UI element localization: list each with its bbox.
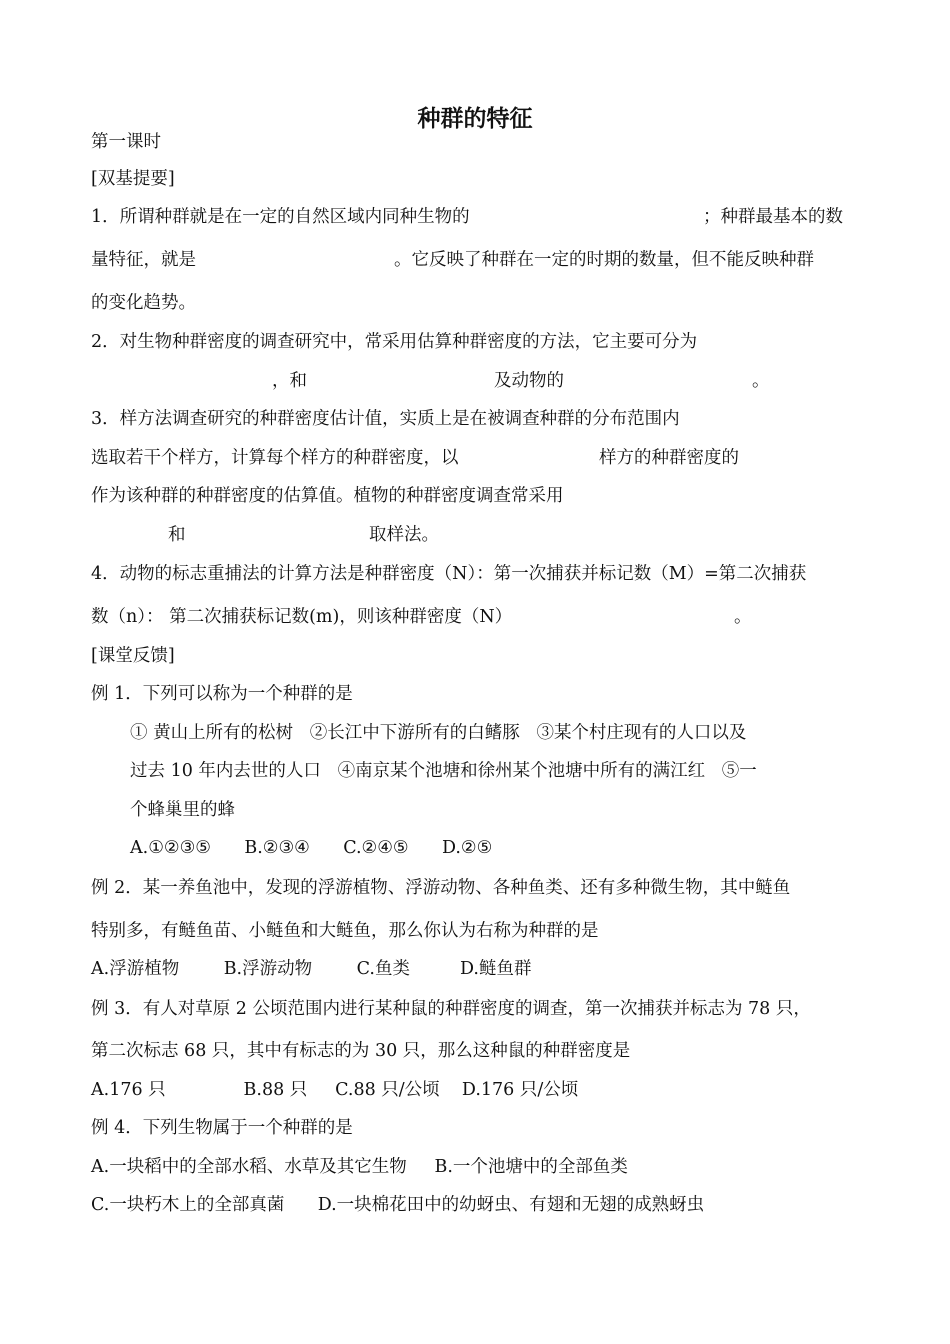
ex1-choices: A.①②③⑤ B.②③④ C.②④⑤ D.②⑤ bbox=[130, 838, 493, 858]
q1-line1-a: 1．所谓种群就是在一定的自然区域内同种生物的 bbox=[91, 207, 470, 227]
ex4-choices-line1: A.一块稻中的全部水稻、水草及其它生物 B.一个池塘中的全部鱼类 bbox=[91, 1157, 628, 1177]
q4-line1: 4．动物的标志重捕法的计算方法是种群密度（N）：第一次捕获并标记数（M）=第二次捕获 bbox=[91, 564, 807, 584]
q3-line2-b: 样方的种群密度的 bbox=[599, 448, 739, 468]
q3-line3: 作为该种群的种群密度的估算值。植物的种群密度调查常采用 bbox=[91, 486, 564, 506]
q1-line2-a: 量特征，就是 bbox=[91, 250, 196, 270]
ex2-line1: 例 2．某一养鱼池中，发现的浮游植物、浮游动物、各种鱼类、还有多种微生物，其中鲢鱼 bbox=[91, 878, 791, 898]
ex4-choices-line2: C.一块朽木上的全部真菌 D.一块棉花田中的幼蚜虫、有翅和无翅的成熟蚜虫 bbox=[91, 1195, 705, 1215]
q3-line4-b: 取样法。 bbox=[369, 525, 439, 545]
q2-line2-b: 及动物的 bbox=[494, 371, 564, 391]
ex4-stem: 例 4．下列生物属于一个种群的是 bbox=[91, 1118, 353, 1138]
lesson-label: 第一课时 bbox=[91, 132, 161, 152]
q3-line4-a: 和 bbox=[168, 525, 186, 545]
ex1-options-line1: ① 黄山上所有的松树 ②长江中下游所有的白鳍豚 ③某个村庄现有的人口以及 bbox=[130, 723, 747, 743]
q1-line2-b: 。它反映了种群在一定的时期的数量，但不能反映种群 bbox=[394, 250, 814, 270]
q3-line2-a: 选取若干个样方，计算每个样方的种群密度，以 bbox=[91, 448, 459, 468]
ex3-line2: 第二次标志 68 只，其中有标志的为 30 只，那么这种鼠的种群密度是 bbox=[91, 1041, 631, 1061]
q2-line1: 2．对生物种群密度的调查研究中，常采用估算种群密度的方法，它主要可分为 bbox=[91, 332, 698, 352]
ex2-choices: A.浮游植物 B.浮游动物 C.鱼类 D.鲢鱼群 bbox=[91, 959, 532, 979]
q4-line2-b: 。 bbox=[734, 607, 752, 627]
ex2-line2: 特别多，有鲢鱼苗、小鲢鱼和大鲢鱼，那么你认为右称为种群的是 bbox=[91, 921, 599, 941]
section-heading-basics: [双基提要] bbox=[91, 169, 175, 189]
q2-line2-a: ，和 bbox=[272, 371, 307, 391]
q1-line1-b: ；种群最基本的数 bbox=[703, 207, 843, 227]
ex1-stem: 例 1．下列可以称为一个种群的是 bbox=[91, 684, 353, 704]
q4-line2-a: 数（n）： 第二次捕获标记数(m)，则该种群密度（N） bbox=[91, 607, 513, 627]
ex3-choices: A.176 只 B.88 只 C.88 只/公顷 D.176 只/公顷 bbox=[91, 1080, 579, 1100]
ex1-options-line2: 过去 10 年内去世的人口 ④南京某个池塘和徐州某个池塘中所有的满江红 ⑤一 bbox=[130, 761, 757, 781]
q2-line2-c: 。 bbox=[752, 371, 770, 391]
page-title: 种群的特征 bbox=[417, 106, 533, 132]
ex3-line1: 例 3．有人对草原 2 公顷范围内进行某种鼠的种群密度的调查，第一次捕获并标志为 78 只， bbox=[91, 999, 811, 1019]
q1-line3: 的变化趋势。 bbox=[91, 293, 196, 313]
section-heading-feedback: [课堂反馈] bbox=[91, 646, 175, 666]
ex1-options-line3: 个蜂巢里的蜂 bbox=[130, 800, 235, 820]
q3-line1: 3．样方法调查研究的种群密度估计值，实质上是在被调查种群的分布范围内 bbox=[91, 409, 680, 429]
